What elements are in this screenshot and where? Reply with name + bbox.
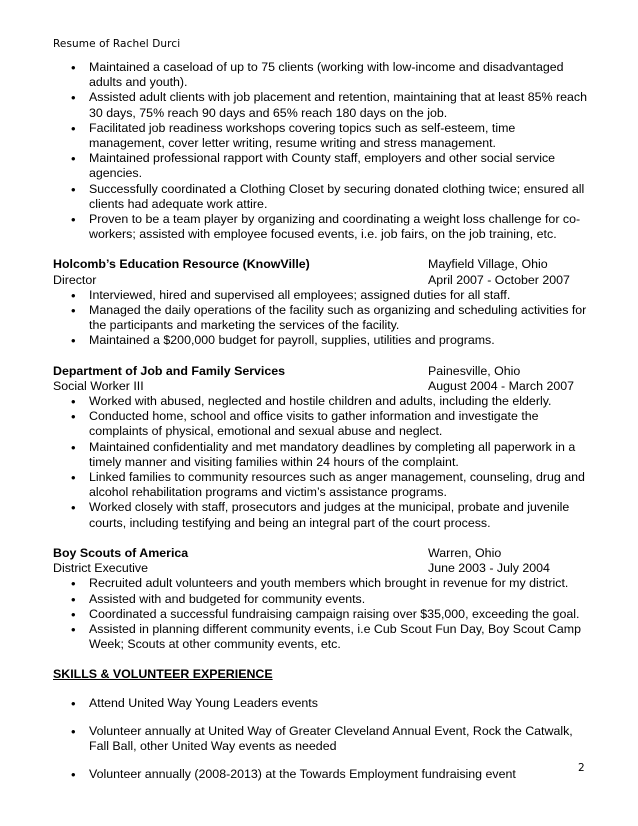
list-item: • Conducted home, school and office visits to gather information and investigate the complaints of physical, emotional and sexual abuse and neglect. xyxy=(53,409,593,439)
list-item: • Volunteer annually at United Way of Greater Cleveland Annual Event, Rock the Catwalk, Fall Ball, other United Way events as needed xyxy=(53,724,593,754)
list-item: • Maintained a caseload of up to 75 clients (working with low-income and disadvantaged adults and youth). xyxy=(53,60,593,90)
page-number: 2 xyxy=(578,762,585,774)
job-header-row xyxy=(53,546,593,561)
job-title-row xyxy=(53,273,593,288)
list-item: • Interviewed, hired and supervised all employees; assigned duties for all staff. xyxy=(53,288,593,303)
list-item: • Worked with abused, neglected and hostile children and adults, including the elderly. xyxy=(53,394,593,409)
running-head: Resume of Rachel Durci xyxy=(53,38,181,50)
job-organization: Boy Scouts of America xyxy=(53,545,189,560)
job-title: District Executive xyxy=(53,561,149,576)
list-item: • Managed the daily operations of the facility such as organizing and scheduling activities for the participants and marketing the services of the facility. xyxy=(53,303,593,333)
list-item: • Successfully coordinated a Clothing Closet by securing donated clothing twice; ensured all clients had adequate work attire. xyxy=(53,182,593,212)
list-item: • Linked families to community resources such as anger management, counseling, drug and alcohol rehabilitation programs and victim’s assistance programs. xyxy=(53,470,593,500)
job-dates: April 2007 - October 2007 xyxy=(428,272,570,287)
list-item: • Worked closely with staff, prosecutors and judges at the municipal, probate and juvenile courts, including testifying and being an integral part of the court process. xyxy=(53,500,593,530)
list-item: • Maintained a $200,000 budget for payroll, supplies, utilities and programs. xyxy=(53,333,593,348)
job-entry-boy-scouts xyxy=(53,546,593,652)
job-title: Social Worker III xyxy=(53,378,144,393)
job-title-row xyxy=(53,561,593,576)
job-organization: Department of Job and Family Services xyxy=(53,363,286,378)
list-item: • Volunteer annually (2008-2013) at the Towards Employment fundraising event xyxy=(53,767,593,782)
skills-bullet-list xyxy=(53,696,593,783)
job-bullet-list xyxy=(53,288,593,349)
job-title: Director xyxy=(53,272,97,287)
job-location: Mayfield Village, Ohio xyxy=(428,257,548,272)
list-item: • Recruited adult volunteers and youth members which brought in revenue for my district. xyxy=(53,576,593,591)
job-entry-jfs xyxy=(53,364,593,531)
job-bullet-list xyxy=(53,576,593,652)
list-item: • Coordinated a successful fundraising campaign raising over $35,000, exceeding the goal. xyxy=(53,607,593,622)
job-entry-holcomb xyxy=(53,257,593,348)
list-item: • Assisted in planning different community events, i.e Cub Scout Fun Day, Boy Scout Camp Week; Scouts at other community events, etc. xyxy=(53,622,593,652)
list-item: • Assisted with and budgeted for community events. xyxy=(53,592,593,607)
skills-section-heading: SKILLS & VOLUNTEER EXPERIENCE xyxy=(53,667,273,682)
list-item: • Maintained confidentiality and met mandatory deadlines by completing all paperwork in a timely manner and visiting families within 24 hours of the complaint. xyxy=(53,440,593,470)
job-title-row xyxy=(53,379,593,394)
list-item: • Maintained professional rapport with County staff, employers and other social service agencies. xyxy=(53,151,593,181)
job-header-row xyxy=(53,257,593,272)
list-item: • Facilitated job readiness workshops covering topics such as self-esteem, time management, cover letter writing, resume writing and stress management. xyxy=(53,121,593,151)
job-bullet-list xyxy=(53,394,593,531)
resume-content xyxy=(53,60,593,795)
job-location: Warren, Ohio xyxy=(428,545,502,560)
job-dates: August 2004 - March 2007 xyxy=(428,378,575,393)
list-item: • Proven to be a team player by organizing and coordinating a weight loss challenge for co-workers; assisted with employee focused events, i.e. job fairs, on the job training, etc. xyxy=(53,212,593,242)
job-location: Painesville, Ohio xyxy=(428,363,521,378)
job-organization: Holcomb’s Education Resource (KnowVille) xyxy=(53,257,310,272)
list-item: • Assisted adult clients with job placement and retention, maintaining that at least 85% reach 30 days, 75% reach 90 days and 65% reach 180 days on the job. xyxy=(53,90,593,120)
job-dates: June 2003 - July 2004 xyxy=(428,561,550,576)
intro-bullet-list xyxy=(53,60,593,242)
job-header-row xyxy=(53,364,593,379)
list-item: • Attend United Way Young Leaders events xyxy=(53,696,593,711)
